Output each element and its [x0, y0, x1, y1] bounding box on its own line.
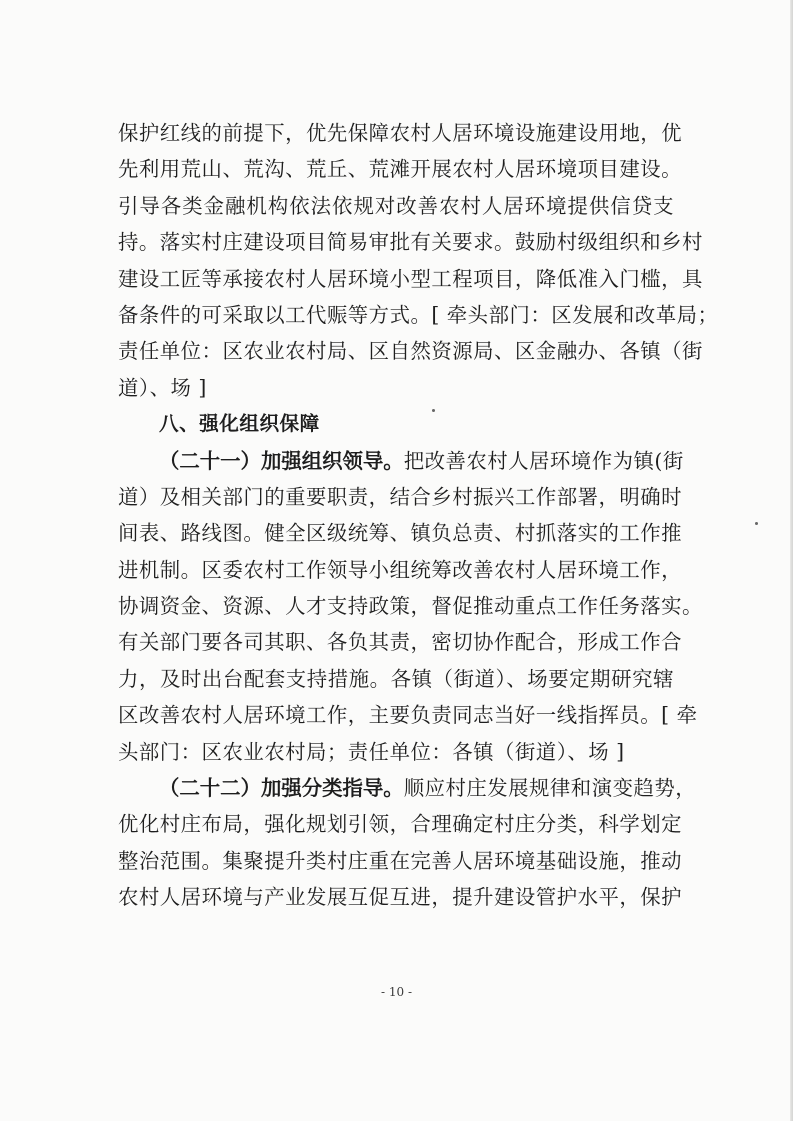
text-line: 头部门：区农业农村局；责任单位：各镇（街道）、场 ]: [118, 739, 625, 764]
text-line: 力，及时出台配套支持措施。各镇（街道）、场要定期研究辖: [118, 666, 674, 691]
text-line: 先利用荒山、荒沟、荒丘、荒滩开展农村人居环境项目建设。: [118, 157, 683, 182]
text-line: 整治范围。集聚提升类村庄重在完善人居环境基础设施，推动: [118, 848, 683, 873]
text-line: 备条件的可采取以工代赈等方式。[ 牵头部门：区发展和改革局；: [118, 302, 719, 327]
text-line: 引导各类金融机构依法依规对改善农村人居环境提供信贷支: [118, 193, 674, 218]
paragraph-lead-rest: 顺应村庄发展规律和演变趋势，: [403, 776, 697, 801]
text-line: 农村人居环境与产业发展互促互进，提升建设管护水平，保护: [118, 885, 683, 910]
text-line: 协调资金、资源、人才支持政策，督促推动重点工作任务落实。: [118, 594, 703, 619]
paragraph-land-finance: [118, 115, 719, 406]
paragraph-lead: （二十二）加强分类指导。: [159, 776, 404, 801]
paragraph-classified-guidance: [118, 770, 697, 916]
text-line-first: [118, 770, 697, 806]
section-heading: 八、强化组织保障: [159, 412, 320, 436]
text-line: 区改善农村人居环境工作，主要负责同志当好一线指挥员。[ 牵: [118, 703, 698, 728]
document-body: [118, 115, 719, 916]
paragraph-lead-rest: 把改善农村人居环境作为镇(街: [403, 448, 684, 473]
paragraph-organization-leadership: [118, 443, 703, 771]
text-line: 保护红线的前提下，优先保障农村人居环境设施建设用地，优: [118, 121, 683, 145]
text-line: 道）、场 ]: [118, 375, 207, 400]
text-line: 道）及相关部门的重要职责，结合乡村振兴工作部署，明确时: [118, 484, 683, 509]
page-number: - 10 -: [380, 985, 412, 999]
text-line: 优化村庄布局，强化规划引领，合理确定村庄分类，科学划定: [118, 812, 683, 837]
text-line: 持。落实村庄建设项目简易审批有关要求。鼓励村级组织和乡村: [118, 230, 703, 255]
paragraph-lead: （二十一）加强组织领导。: [159, 448, 404, 473]
text-line: 进机制。区委农村工作领导小组统筹改善农村人居环境工作，: [118, 557, 683, 582]
text-line: 建设工匠等承接农村人居环境小型工程项目，降低准入门槛，具: [118, 266, 703, 291]
text-line: 责任单位：区农业农村局、区自然资源局、区金融办、各镇（街: [118, 339, 703, 364]
text-line-first: [118, 443, 684, 479]
scan-speck: [755, 522, 758, 525]
text-line: 间表、路线图。健全区级统筹、镇负总责、村抓落实的工作推: [118, 521, 683, 546]
text-line: 有关部门要各司其职、各负其责，密切协作配合，形成工作合: [118, 630, 683, 655]
